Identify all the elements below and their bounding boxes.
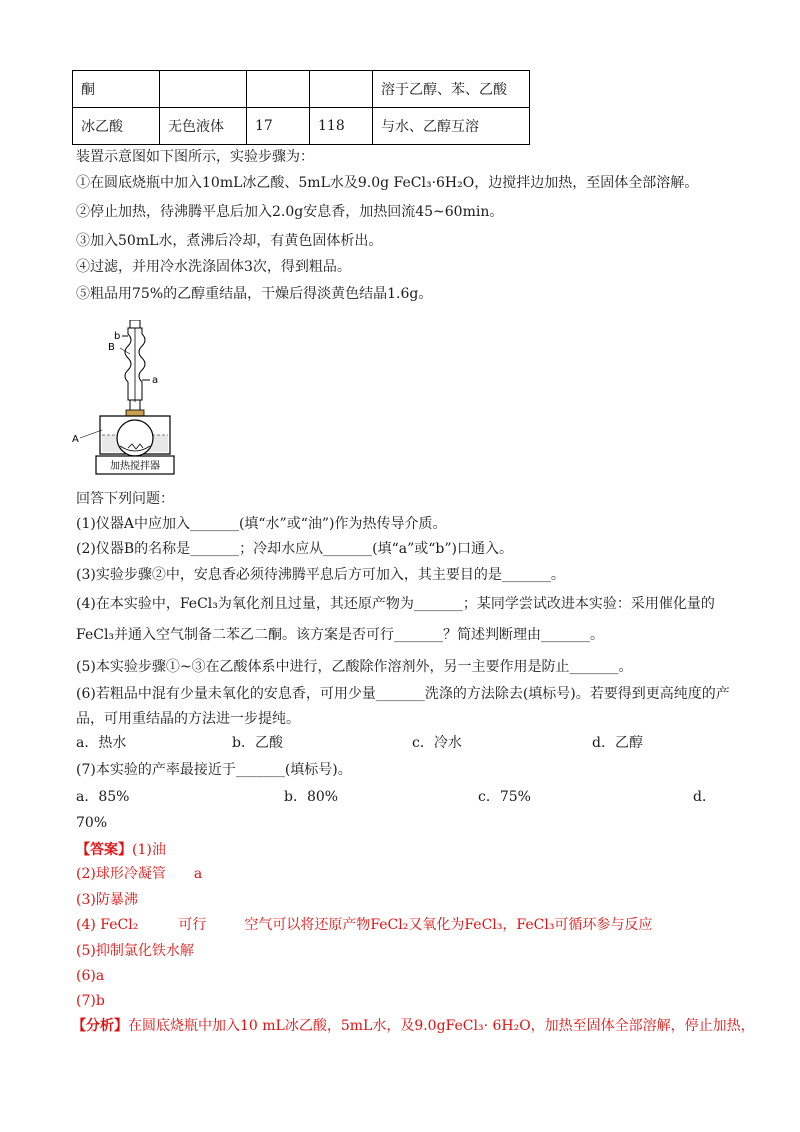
label-A: A	[72, 434, 79, 445]
q6-option-a: a．热水	[76, 735, 127, 751]
analysis: 【分析】在圆底烧瓶中加入10 mL冰乙酸，5mL水，及9.0gFeCl₃· 6H₂O，加热至固体全部溶解，停止加热，	[72, 1018, 755, 1034]
answer-tag: 【答案】	[76, 842, 132, 858]
q7-option-c: c．75%	[478, 789, 531, 805]
q7-option-d: d．	[693, 789, 716, 805]
stirrer-label: 加热搅拌器	[110, 461, 160, 472]
question-4-cont: FeCl₃并通入空气制备二苯乙二酮。该方案是否可行_______？简述判断理由_______。	[76, 627, 605, 643]
label-B: B	[108, 342, 115, 353]
answer-7: (7)b	[76, 993, 105, 1009]
question-1: (1)仪器A中应加入_______(填“水”或“油”)作为热传导介质。	[76, 516, 447, 532]
question-4: (4)在本实验中，FeCl₃为氧化剂且过量，其还原产物为_______；某同学尝试改进本实验：采用催化量的	[76, 596, 715, 612]
step-1: ①在圆底烧瓶中加入10mL冰乙酸、5mL水及9.0g FeCl₃·6H₂O，边搅拌边加热，至固体全部溶解。	[76, 175, 699, 191]
step-5: ⑤粗品用75%的乙醇重结晶，干燥后得淡黄色结晶1.6g。	[76, 286, 433, 302]
table-cell: 酮	[73, 71, 160, 108]
table-row	[73, 108, 530, 145]
table-cell	[247, 71, 310, 108]
q6-option-c: c．冷水	[412, 735, 462, 751]
answer-4: (4) FeCl₂ 可行 空气可以将还原产物FeCl₂又氧化为FeCl₃，FeCl₃可循环参与反应	[76, 917, 653, 933]
step-3: ③加入50mL水，煮沸后冷却，有黄色固体析出。	[76, 233, 383, 249]
answer-5: (5)抑制氯化铁水解	[76, 943, 194, 959]
intro-text: 装置示意图如下图所示，实验步骤为：	[76, 149, 314, 165]
q6-option-d: d．乙醇	[592, 735, 643, 751]
q7-option-a: a．85%	[76, 789, 130, 805]
answer-3: (3)防暴沸	[76, 892, 138, 908]
question-7: (7)本实验的产率最接近于_______(填标号)。	[76, 762, 352, 778]
label-a: a	[152, 375, 159, 386]
answer-1: 【答案】(1)油	[76, 842, 166, 858]
table-cell: 与水、乙醇互溶	[373, 108, 530, 145]
question-6: (6)若粗品中混有少量未氧化的安息香，可用少量_______洗涤的方法除去(填标号)。若要得到更高纯度的产	[76, 686, 730, 702]
apparatus-figure	[70, 320, 210, 480]
table-row	[73, 71, 530, 108]
answer-6: (6)a	[76, 968, 105, 984]
table-cell	[310, 71, 373, 108]
q7-option-b: b．80%	[284, 789, 339, 805]
table-cell	[160, 71, 247, 108]
step-4: ④过滤，并用冷水洗涤固体3次，得到粗品。	[76, 259, 351, 275]
questions-intro: 回答下列问题：	[76, 491, 174, 507]
table-cell: 溶于乙醇、苯、乙酸	[373, 71, 530, 108]
step-2: ②停止加热，待沸腾平息后加入2.0g安息香，加热回流45~60min。	[76, 204, 504, 220]
q6-option-b: b．乙酸	[232, 735, 283, 751]
table-cell: 118	[310, 108, 373, 145]
question-3: (3)实验步骤②中，安息香必须待沸腾平息后方可加入，其主要目的是_______。	[76, 567, 565, 583]
label-b: b	[114, 331, 121, 342]
table-cell: 冰乙酸	[73, 108, 160, 145]
table-cell: 无色液体	[160, 108, 247, 145]
answer-2: (2)球形冷凝管 a	[76, 866, 203, 882]
q7-option-d-value: 70%	[76, 815, 108, 831]
analysis-tag: 【分析】	[72, 1018, 128, 1034]
table-cell: 17	[247, 108, 310, 145]
properties-table	[72, 70, 530, 145]
question-5: (5)本实验步骤①~③在乙酸体系中进行，乙酸除作溶剂外，另一主要作用是防止_______。	[76, 659, 633, 675]
question-2: (2)仪器B的名称是_______；冷却水应从_______(填“a”或“b”)口通入。	[76, 541, 513, 557]
question-6-cont: 品，可用重结晶的方法进一步提纯。	[76, 711, 300, 727]
